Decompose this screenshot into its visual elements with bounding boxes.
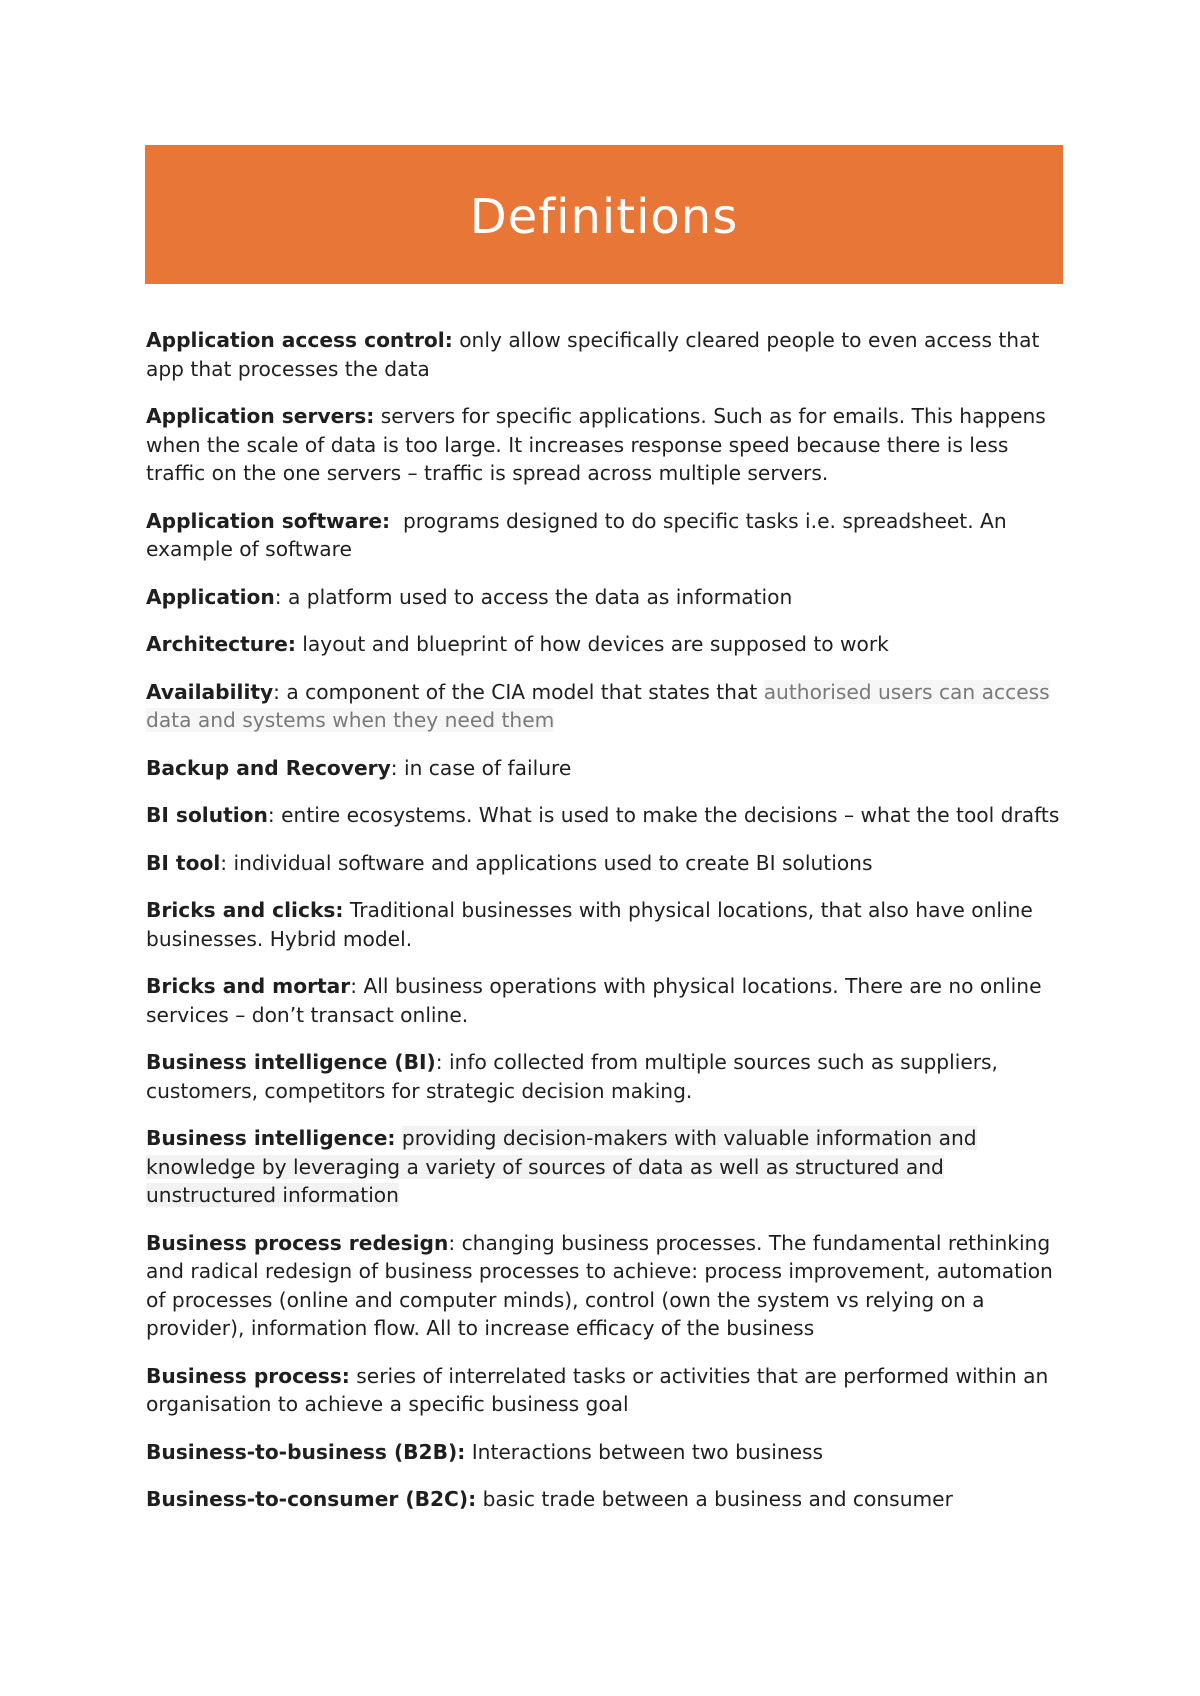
definition-item <box>146 849 1071 878</box>
definition-term: Business process redesign <box>146 1230 449 1255</box>
definition-item <box>146 1485 1071 1514</box>
definition-item <box>146 326 1071 383</box>
definition-item <box>146 754 1071 783</box>
definition-text: programs designed to do specific tasks i.e. spreadsheet. An example of software <box>146 508 1014 561</box>
definition-item <box>146 507 1071 564</box>
definition-text: : info collected from multiple sources such as suppliers, customers, competitors for strategic decision making. <box>146 1050 998 1103</box>
definition-text <box>395 1126 401 1150</box>
definition-text: basic trade between a business and consumer <box>476 1487 953 1511</box>
highlighted-text: authorised users can access data and systems when they need them <box>146 679 1050 732</box>
definition-text: Traditional businesses with physical locations, that also have online businesses. Hybrid model. <box>146 898 1033 951</box>
definition-term: Bricks and clicks: <box>146 898 344 922</box>
definition-term: Backup and Recovery <box>146 755 391 780</box>
definition-item <box>146 1362 1071 1419</box>
definition-term: Business intelligence (BI) <box>146 1050 436 1074</box>
definition-text: series of interrelated tasks or activities that are performed within an organisation to achieve a specific business goal <box>146 1363 1049 1416</box>
definition-item <box>146 1229 1071 1343</box>
definition-text: : changing business processes. The fundamental rethinking and radical redesign of business processes to achieve: process improvement, automation of processes (online and computer minds), control (own the system vs relying on a provider), information flow. All to increase efficacy of the business <box>146 1230 1053 1340</box>
definition-term: Business intelligence: <box>146 1126 396 1150</box>
definition-text: layout and blueprint of how devices are supposed to work <box>295 632 889 656</box>
definition-term: Availability <box>146 679 274 704</box>
definition-item <box>146 1048 1071 1105</box>
title-banner <box>145 145 1063 284</box>
definition-item <box>146 801 1071 830</box>
definition-text: : All business operations with physical locations. There are no online services – don’t transact online. <box>146 974 1042 1027</box>
definition-text: only allow specifically cleared people to even access that app that processes the data <box>146 328 1040 381</box>
definition-item <box>146 583 1071 612</box>
definition-text: : individual software and applications used to create BI solutions <box>220 850 873 875</box>
definition-text: : in case of failure <box>390 755 572 780</box>
definition-term: Bricks and mortar <box>146 974 351 998</box>
definition-term: Application software: <box>146 508 391 533</box>
definition-term: Application access control: <box>146 328 453 352</box>
definition-item <box>146 1438 1071 1467</box>
definition-text: : a component of the CIA model that states that <box>273 679 764 704</box>
definition-term: Business-to-consumer (B2C): <box>146 1487 477 1511</box>
definition-text: Interactions between two business <box>465 1439 824 1464</box>
definition-item <box>146 678 1071 735</box>
definition-term: Application <box>146 584 275 609</box>
highlighted-text: providing decision-makers with valuable information and knowledge by leveraging a variety of sources of data as well as structured and unstructured information <box>146 1126 977 1207</box>
definition-item <box>146 896 1071 953</box>
definition-text: : entire ecosystems. What is used to make the decisions – what the tool drafts <box>267 803 1060 827</box>
definitions-list <box>146 326 1071 1533</box>
definition-term: BI solution <box>146 803 268 827</box>
definition-item <box>146 630 1071 659</box>
page-title: Definitions <box>469 188 739 245</box>
definition-term: Business process: <box>146 1363 350 1388</box>
definition-term: BI tool <box>146 850 221 875</box>
definition-item <box>146 1124 1071 1210</box>
definition-item <box>146 972 1071 1029</box>
definition-text: servers for specific applications. Such as for emails. This happens when the scale of data is too large. It increases response speed because there is less traffic on the one servers – traffic is spread across multiple servers. <box>146 404 1046 485</box>
definition-term: Application servers: <box>146 404 375 428</box>
definition-text: : a platform used to access the data as information <box>274 584 793 609</box>
definition-term: Business-to-business (B2B): <box>146 1439 466 1464</box>
definition-item <box>146 402 1071 488</box>
definition-term: Architecture: <box>146 632 296 656</box>
